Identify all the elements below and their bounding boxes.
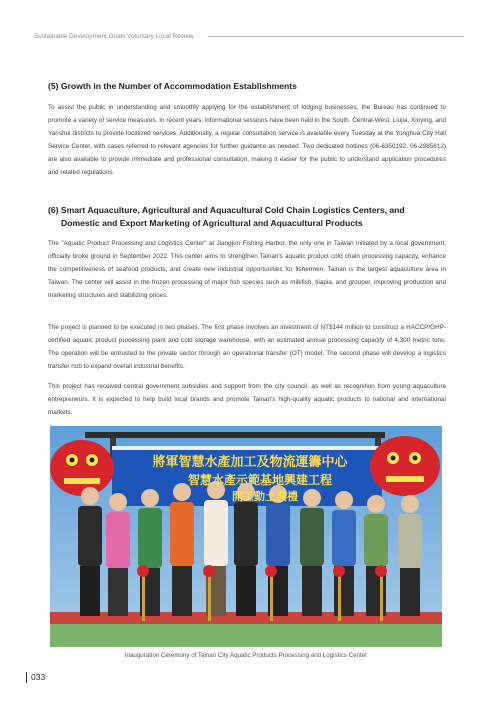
running-header [34,30,464,42]
lion-dance-right-icon [370,436,440,496]
section-6-paragraph-3: This project has received central government subsidies and support from the city council, as well as recognition from young aquaculture entrepreneurs. It is expected to help build local brands and promote Tainan's high-quality aquatic products to national and international markets. [48,383,446,417]
banner-line-3: 開工動土典禮 [232,490,298,503]
banner-line-2: 智慧水產示範基地興建工程 [187,473,333,487]
banner-line-1: 將軍智慧水產加工及物流運籌中心 [152,455,348,470]
section-6-paragraph-2: The project is planned to be executed in two phases. The first phase involves an investment of NT$144 million to construct a HACCP/GHP-certified aquatic product processing plant and cold storage warehouse, with an estimated annual processing capacity of 4,300 metric tons. The operation will be entrusted to the private sector through an operational transfer (OT) model. The second phase will develop a logistics transfer hub to expand overall industrial benefits. [48,324,446,371]
section-6-paragraph-1: The "Aquatic Product Processing and Logistics Center" at Jiangjun Fishing Harbor, the only one in Taiwan initiated by a local government, officially broke ground in September 2022. This center aims to strengthen Tainan's aquatic product cold chain processing capacity, enhance the competitiveness of seafood products, and create new industrial opportunities for fishermen. Tainan is the largest aquaculture area in Taiwan. The center will assist in the frozen processing of major fish species such as milkfish, tilapia, and grouper, improving production and marketing structures and stabilizing prices. [48,240,446,300]
ceremony-photo [50,426,442,647]
section-6-title-line-1: (6) Smart Aquaculture, Agricultural and Aquacultural Cold Chain Logistics Centers, and [48,205,405,215]
page-number: 033 [26,672,45,683]
section-5-paragraph: To assist the public in understanding and smoothly applying for the establishment of lodging businesses, the Bureau has continued to promote a variety of service measures. In recent years, informational sessions have been held in the South, Central-West, Liujia, Xinying, and Yanshui districts to provide localized services. Additionally, a regular consultation service is available every Tuesday at the Yonghua City Hall Service Center, with cases referred to relevant agencies for further guidance as needed. Two dedicated hotlines (06-6350192, 06-2985812) are also available to provide immediate and professional consultation, making it easier for the public to understand application procedures and related regulations. [48,104,446,177]
section-5-title: (5) Growth in the Number of Accommodation Establishments [48,81,297,91]
photo-caption: Inauguration Ceremony of Tainan City Aquatic Products Processing and Logistics Center [124,652,368,659]
ceremony-photo-illustration [50,426,442,647]
lion-dance-left-icon [50,440,114,496]
section-6-title-line-2: Domestic and Export Marketing of Agricultural and Aquacultural Products [61,218,363,228]
header-title: Sustainable Development Goals Voluntary Local Review [34,32,194,40]
header-rule [208,36,464,37]
